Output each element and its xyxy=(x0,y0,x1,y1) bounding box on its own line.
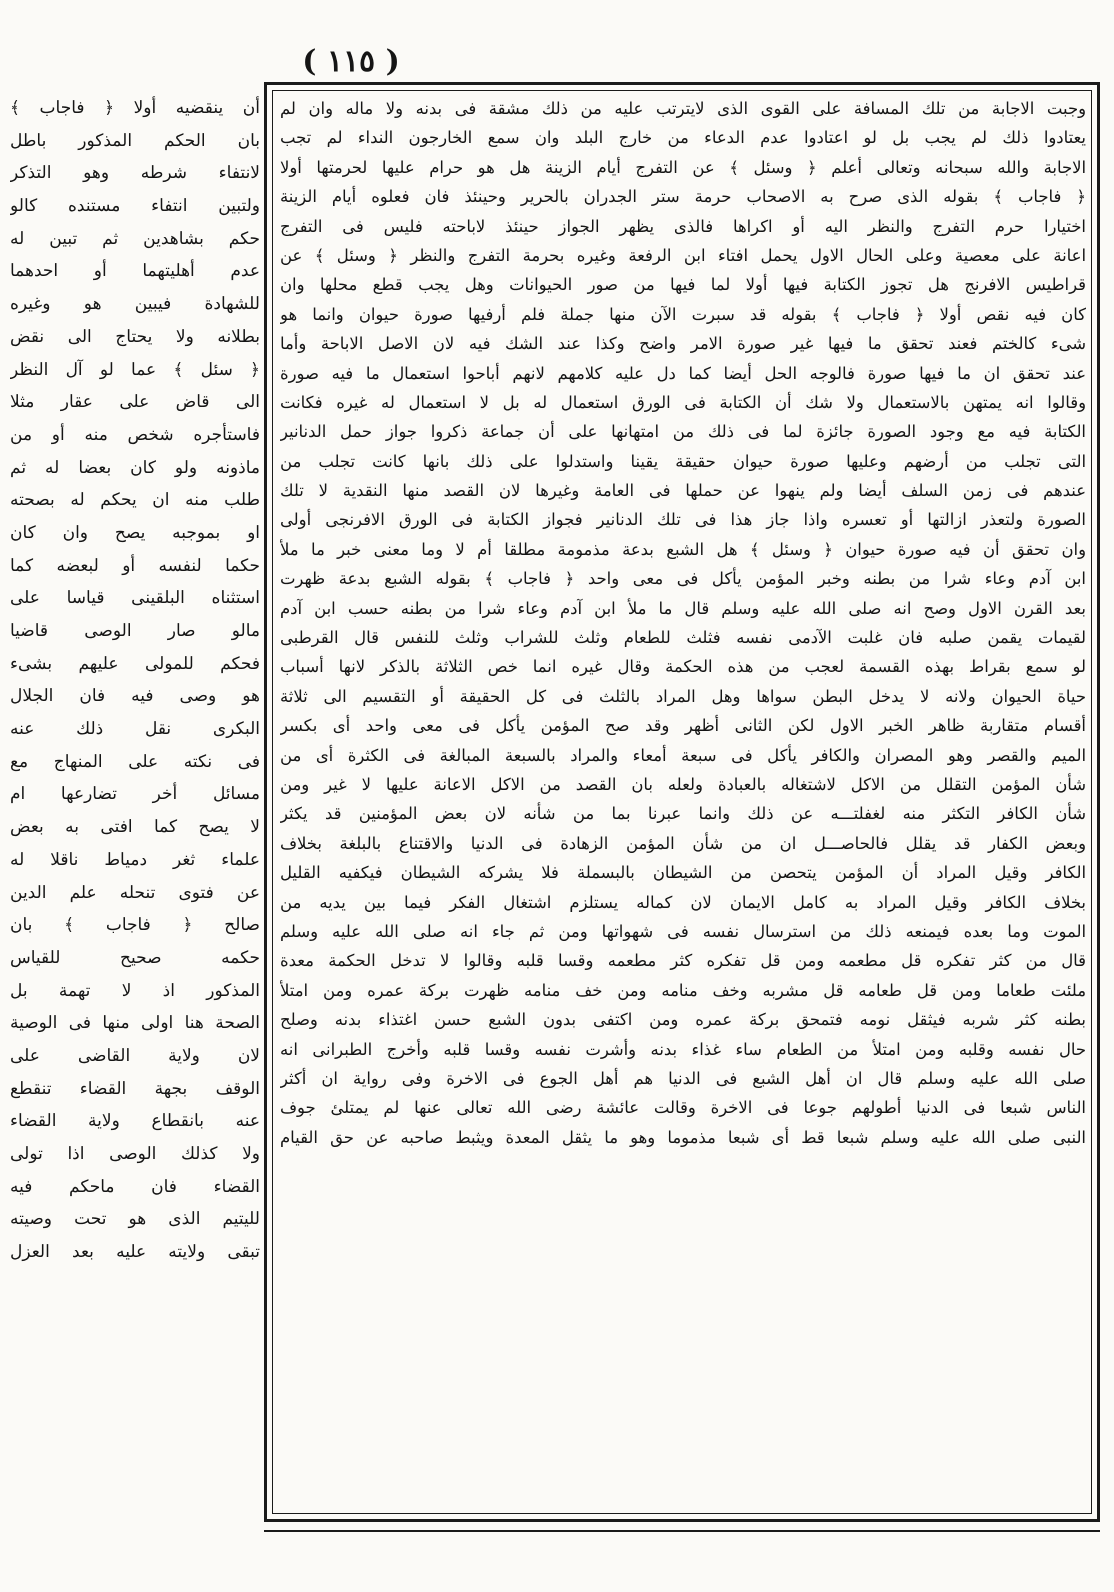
main-text-body xyxy=(280,94,1086,1512)
margin-text-line: لان ولاية القاضى على xyxy=(10,1045,260,1066)
main-text-line: ﴿ فاجاب ﴾ بقوله الذى صرح به الاصحاب حرمة ستر الجدران بالحرير وحينئذ فان فعلوه أيام الزينة xyxy=(280,187,1086,207)
main-text-line: اعانة على معصية وعلى الحال الاول يحمل افتاء ابن الرفعة وغيره بحرمة التفرج والنظر ﴿ وسئل ﴾ عن xyxy=(280,245,1086,265)
main-text-line: شأن الكافر التكثر منه لغفلتـــه عن ذلك وانما عبرنا بما من شأنه لان بعض المؤمنين قد يكثر xyxy=(280,804,1086,824)
main-text-line: وجبت الاجابة من تلك المسافة على القوى الذى لايترتب عليه من ذلك مشقة فى بدنه ولا ماله وان لم xyxy=(280,99,1086,118)
main-text-line: قراطيس الافرنج هل تجوز الكتابة فيها أولا لما فيها من صور الحيوانات وهل يجب قطع محلها وان xyxy=(280,275,1086,295)
margin-text-line: حكمه صحيح للقياس xyxy=(10,947,260,968)
main-text-line: الميم والقصر وهو المصران والكافر يأكل فى سبعة أمعاء والمراد بالسبعة المبالغة فى الكثرة أى من xyxy=(280,745,1086,765)
margin-text-line: صالح ﴿ فاجاب ﴾ بان xyxy=(10,915,260,936)
main-text-line: الكتابة فيه مع وجود الصورة جائزة لما فى ذلك من امتهانها على أن جماعة ذكروا جواز حمل الدنانير xyxy=(280,422,1086,442)
margin-text-line: بان الحكم المذكور باطل xyxy=(10,130,260,151)
margin-text-line: او بموجبه يصح وان كان xyxy=(10,522,260,543)
main-text-line: قال من كثر تفكره قل مطعمه ومن قل تفكره كثر مطعمه وقسا قلبه وقالوا لا تدخل الحكمة معدة xyxy=(280,951,1086,971)
main-text-line: عند تحقق ان ما فيها صورة فالوجه الحل أيضا كما دل عليه كلامهم لانهم أباحوا استعمال ما فيه صورة xyxy=(280,363,1086,383)
main-text-line: الصورة ولتعذر ازالتها أو تعسره واذا جاز هذا فى تلك الدنانير فجواز الكتابة فى الورق الافرنجى أولى xyxy=(280,510,1086,530)
margin-text-line: حكما لنفسه أو لبعضه كما xyxy=(10,555,260,576)
margin-text-line: تبقى ولايته عليه بعد العزل xyxy=(10,1242,260,1263)
margin-text-line: فحكم للمولى عليهم بشىء xyxy=(10,653,260,674)
main-text-line: أقسام متقاربة ظاهر الخبر الاول لكن الثانى أظهر وقد صح المؤمن يأكل فى معى واحد أى بكسر xyxy=(280,716,1086,736)
margin-text-line: بطلانه ولا يحتاج الى نقض xyxy=(10,326,260,347)
margin-text-line: عن فتوى تنحله علم الدين xyxy=(10,882,260,903)
main-text-line: بطنه كثر شربه فيثقل نومه فتمحق بركة عمره ومن اكتفى بدون الشبع حسن اغتذاء بدنه وصلح xyxy=(280,1010,1086,1030)
main-text-line: ابن آدم وعاء شرا من بطنه وخبر المؤمن يأكل فى معى واحد ﴿ فاجاب ﴾ بقوله الشبع بدعة ظهرت xyxy=(280,569,1086,589)
main-text-line: حياة الحيوان ولانه لا يدخل البطن سواها وهل المراد بالثلث فى كل الحقيقة أو التقسيم الى ثلاثة xyxy=(280,686,1086,706)
margin-text-line: فى نكته على المنهاج مع xyxy=(10,751,260,772)
main-text-line: الاجابة والله سبحانه وتعالى أعلم ﴿ وسئل ﴾ عن التفرج أيام الزينة هل هو حرام عليها لحرمتها أولا xyxy=(280,157,1086,177)
margin-text-line: للشهادة فيبين هو وغيره xyxy=(10,294,260,315)
margin-text-line: لا يصح كما افتى به بعض xyxy=(10,817,260,838)
main-text-line: بخلاف الكافر وقيل المراد به كامل الايمان لان كماله يستلزم اشتغال الفكر فيما بين يديه من xyxy=(280,892,1086,912)
main-text-line: لقيمات يقمن صلبه فان غلبت الآدمى نفسه فثلث للطعام وثلث للشراب وثلث للنفس قال القرطبى xyxy=(280,628,1086,648)
main-text-line: شأن المؤمن التقلل من الاكل لاشتغاله بالعبادة ولعله بان القصد من الاكل الاعانة عليها لا غير ومن xyxy=(280,774,1086,794)
margin-text-line: استثناه البلقينى قياسا على xyxy=(10,588,260,609)
main-text-line: عندهم فى زمن السلف أيضا ولم ينهوا عن حملها فى العامة وغيرها لان القصد منها النقدية لا تلك xyxy=(280,481,1086,501)
main-text-line: حال نفسه وقلبه ومن امتلأ من الطعام ساء غذاء بدنه وأشرت نفسه وقسا قلبه وأخرج الطبرانى انه xyxy=(280,1039,1086,1059)
main-text-line: وان تحقق أن فيه صورة حيوان ﴿ وسئل ﴾ هل الشبع بدعة مذمومة مطلقا أم لا وما معنى خبر ما ملأ xyxy=(280,539,1086,559)
main-text-line: بعد القرن الاول وصح انه صلى الله عليه وسلم قال ما ملأ ابن آدم وعاء شرا من بطنه حسب ابن آدم xyxy=(280,598,1086,618)
main-text-line: يعتادوا ذلك لم يجب بل لو اعتادوا عدم الدعاء من خارج البلد وان سمع الخارجون النداء لم تجب xyxy=(280,128,1086,148)
margin-text-line: عدم أهليتهما أو احدهما xyxy=(10,261,260,282)
main-text-line: كان فيه نقص أولا ﴿ فاجاب ﴾ بقوله قد سبرت الآن منها جملة فلم أرفيها صورة حيوان وانما هو xyxy=(280,304,1086,324)
main-text-line: وقالوا انه يمتهن بالاستعمال ولا شك أن الكتابة فى الورق استعمال له بل لا استعمال له غيره فكانت xyxy=(280,392,1086,412)
margin-commentary xyxy=(10,92,260,1532)
margin-text-line: لليتيم الذى هو تحت وصيته xyxy=(10,1209,260,1230)
main-text-line: الكافر وقيل المراد أن المؤمن يتحصن من الشيطان بالبسملة فلا يشركه الشيطان فيكفيه القليل xyxy=(280,863,1086,883)
margin-text-line: هو وصى فيه فان الجلال xyxy=(10,686,260,707)
margin-text-line: ماذونه ولو كان بعضا له ثم xyxy=(10,457,260,478)
bottom-rule xyxy=(264,1530,1100,1532)
main-text-line: الموت وما بعده فيمنعه ذلك من استرسال نفسه فى شهواتها ومن ثم جاء انه صلى الله عليه وسلم xyxy=(280,921,1086,941)
margin-text-line: فاستأجره شخص منه أو من xyxy=(10,424,260,445)
main-text-line: التى تجلب من أرضهم وعليها صورة حيوان حقيقة يقينا واستدلوا على ذلك بانها كانت تجلب من xyxy=(280,451,1086,471)
margin-text-line: الوقف بجهة القضاء تنقطع xyxy=(10,1078,260,1099)
main-text-line: لو سمع بقراط بهذه القسمة لعجب من هذه الحكمة وقال غيره انما خص الثلاثة بالذكر لانها أسباب xyxy=(280,657,1086,677)
margin-text-line: ولتبين انتفاء مستنده كالو xyxy=(10,196,260,217)
margin-text-line: الصحة هنا اولى منها فى الوصية xyxy=(10,1013,260,1034)
margin-text-line: القضاء فان ماحكم فيه xyxy=(10,1176,260,1197)
margin-text-line: طلب منه ان يحكم له بصحته xyxy=(10,490,260,511)
margin-text-line: أن ينقضيه أولا ﴿ فاجاب ﴾ xyxy=(10,98,260,118)
margin-text-line: الى قاض على عقار مثلا xyxy=(10,392,260,413)
main-text-line: وبعض الكفار قد يقلل فالحاصـــل ان من شأن المؤمن الزهادة فى الدنيا والاقتناع بالبلغة بخلاف xyxy=(280,833,1086,853)
main-text-line: ملئت طعاما ومن قل طعامه قل مشربه وخف منامه ومن خف منامه ظهرت بركة عمره ومن امتلأ xyxy=(280,980,1086,1000)
margin-text-line: ﴿ سئل ﴾ عما لو آل النظر xyxy=(10,359,260,380)
main-text-line: النبى صلى الله عليه وسلم شبعا قط أى شبعا مذموما وهو ما يثقل المعدة ويثبط صاحبه عن حق القيام xyxy=(280,1127,1086,1147)
margin-text-line: البكرى نقل ذلك عنه xyxy=(10,719,260,740)
margin-text-line: علماء ثغر دمياط ناقلا له xyxy=(10,849,260,870)
margin-text-line: المذكور اذ لا تهمة بل xyxy=(10,980,260,1001)
main-text-line: شىء كالختم فعند تحقق ما فيها غير صورة الامر واضح وكذا عند الشك فيه لان الاصل الاباحة وأما xyxy=(280,334,1086,354)
main-text-line: الناس شبعا فى الدنيا أطولهم جوعا فى الاخرة وقالت عائشة رضى الله تعالى عنها لم يمتلئ جوف xyxy=(280,1098,1086,1118)
margin-text-line: عنه بانقطاع ولاية القضاء xyxy=(10,1111,260,1132)
page-number: ( ١١٥ ) xyxy=(302,44,400,79)
margin-text-line: حكم بشاهدين ثم تبين له xyxy=(10,228,260,249)
main-text-line: اختيارا حرم التفرج والنظر اليه أو اكراها فالذى يظهر الجواز حينئذ لاباحته فليس فى التفرج xyxy=(280,216,1086,236)
main-text-line: صلى الله عليه وسلم قال ان أهل الشبع فى الدنيا هم أهل الجوع فى الاخرة وفى رواية ان أكثر xyxy=(280,1068,1086,1088)
margin-text-line: مسائل أخر تضارعها ام xyxy=(10,784,260,805)
margin-text-line: لانتفاء شرطه وهو التذكر xyxy=(10,163,260,184)
margin-text-line: ولا كذلك الوصى اذا تولى xyxy=(10,1144,260,1164)
margin-text-line: مالو صار الوصى قاضيا xyxy=(10,621,260,641)
